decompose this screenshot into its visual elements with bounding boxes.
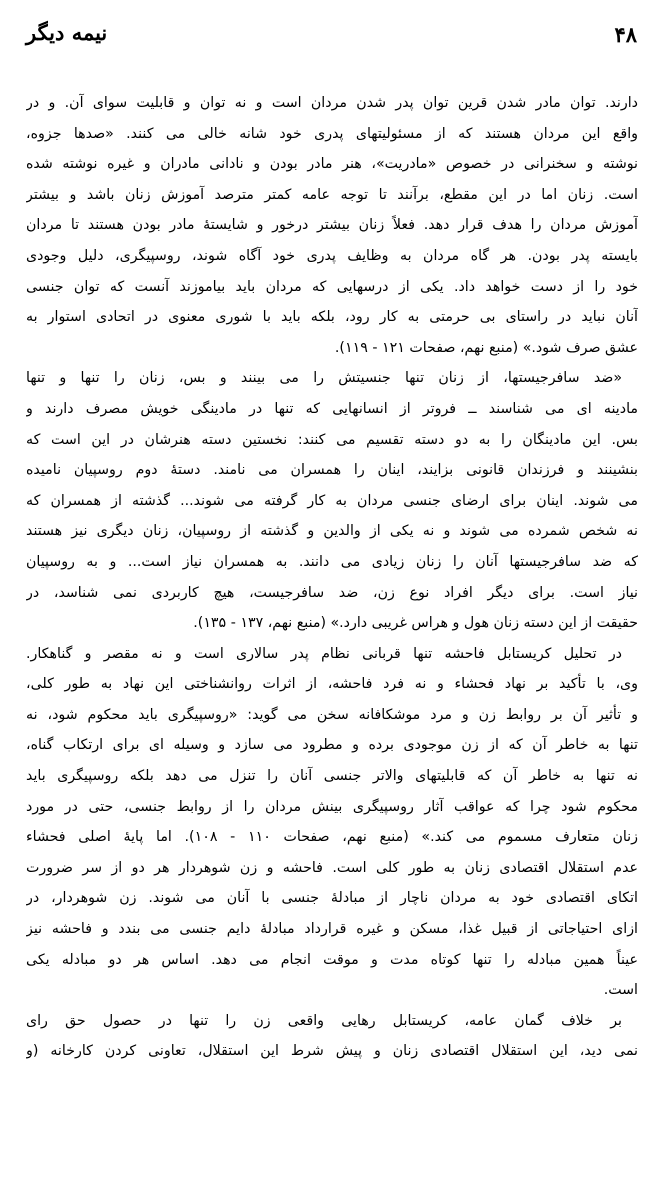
text-line: زنان متعارف مسموم می کند.» (منبع نهم، صفحات ۱۱۰ - ۱۰۸). اما پایهٔ اصلی فحشاء xyxy=(26,829,638,846)
text-line: و تأثیر آن بر روابط زن و مرد موشکافانه سخن می گوید: «روسپیگری باید محکوم شود، نه xyxy=(26,706,638,723)
text-line: آموزش مردان را هدف قرار دهد. فعلاً زنان بیشتر درخور و شایستهٔ مادر بودن هستند تا مردان xyxy=(26,217,638,234)
text-line: بر خلاف گمان عامه، کریستابل رهایی واقعی زن را تنها در حصول حق رای xyxy=(26,1012,622,1029)
text-line: که ضد سافرجیستها آنان را زنان زیادی می دانند. به همسران نیاز است... و به روسپیان xyxy=(26,553,638,570)
text-line: است. زنان اما در این مقطع، برآنند تا توجه عامه کمتر مترصد آموزش زنان باشد و بیشتر xyxy=(26,186,638,203)
paragraph xyxy=(26,639,638,1006)
paragraph xyxy=(26,1006,638,1067)
paragraph xyxy=(26,88,638,363)
text-line: نه تنها به خاطر آن که قابلیتهای والاتر جنسی آنان را تنزل می دهد بلکه روسپیگری باید xyxy=(26,768,638,785)
text-line: محکوم شود چرا که عواقب آثار روسپیگری بینش مردان را از روابط جنسی، حتی در مورد xyxy=(26,798,638,815)
paragraph xyxy=(26,363,638,638)
text-line: نیاز است. برای دیگر افراد نوع زن، ضد سافرجیست، هیچ کاربردی نمی شناسد، در xyxy=(26,584,638,601)
text-line: واقع این مردان هستند که از مسئولیتهای پدری خود شانه خالی می کنند. «صدها جزوه، xyxy=(26,125,638,142)
text-line: آنان نباید در راستای بی حرمتی به کار رود، بلکه باید با شوری معنوی در اتحادی استوار به xyxy=(26,309,638,326)
text-line: عدم استقلال اقتصادی زنان به طور کلی است. فاحشه و زن شوهردار هر دو از سر ضرورت xyxy=(26,859,638,876)
text-line: دارند. توان مادر شدن قرین توان پدر شدن مردان است و نه توان و قابلیت سوای آن. و در xyxy=(26,95,638,111)
text-line: عیناً همین مبادله را تنها کوتاه مدت و موقت انجام می دهد. اساس هر دو مبادله یکی xyxy=(26,951,638,968)
page-header xyxy=(26,14,637,54)
text-line: وی، با تأکید بر نهاد فحشاء و نه فرد فاحشه، از اثرات روانشناختی این نهاد به طور کلی، xyxy=(26,676,638,693)
text-line: در تحلیل کریستابل فاحشه تنها قربانی نظام پدر سالاری است و نه مقصر و گناهکار. xyxy=(26,645,622,662)
text-line: خود را از دست خواهد داد. یکی از درسهایی که مردان باید بیاموزند آنست که توان جنسی xyxy=(26,278,638,295)
text-line: نمی دید، این استقلال اقتصادی زنان و پیش شرط این استقلال، تعاونی کردن کارخانه (و xyxy=(26,1043,638,1060)
page-number: ۴۸ xyxy=(614,22,637,47)
text-line: اتکای اقتصادی خود به مردان ناچار از مبادلهٔ جنسی با آنان می شوند. زن شوهردار، در xyxy=(26,890,638,907)
text-line: نوشته و سخنرانی در خصوص «مادریت»، هنر مادر بودن و نادانی مادران و غیره نوشته شده xyxy=(26,156,638,173)
text-line: عشق صرف شود.» (منبع نهم، صفحات ۱۲۱ - ۱۱۹). xyxy=(334,339,638,356)
text-line: تنها به خاطر آن که از زن موجودی برده و مطرود می سازد و وسیله ای برای ارتکاب گناه، xyxy=(26,737,638,754)
text-line: بایسته پدر بودن. هر گاه مردان به وظایف پدری خود آگاه شوند، روسپیگری، دلیل وجودی xyxy=(26,247,638,264)
running-title: نیمه دیگر xyxy=(26,20,108,45)
text-line: است. xyxy=(603,982,638,999)
text-line: حقیقت از این دسته زنان هول و هراس غریبی دارد.» (منبع نهم، ۱۳۷ - ۱۳۵). xyxy=(193,615,638,632)
text-line: بنشینند و فرزندان قانونی بزایند، اینان را همسران می نامند. دستهٔ دوم روسپیان نامیده xyxy=(26,462,638,479)
text-line: مادینه ای می شناسند ــ فروتر از انسانهایی که تنها در مادینگی خویش مصرف دارند و xyxy=(26,400,638,417)
text-line: می شوند. اینان برای ارضای جنسی مردان به کار گرفته می شوند... گذشته از همسران که xyxy=(26,492,638,509)
text-line: «ضد سافرجیستها، از زنان تنها جنسیتش را می بینند و بس، زنان را تنها و تنها xyxy=(26,370,622,387)
body-text xyxy=(26,88,638,1067)
text-line: نه شخص شمرده می شوند و نه یکی از والدین و گذشته از روسپیان، زنان دیگری نیز هستند xyxy=(26,523,638,540)
text-line: بس. این مادینگان را به دو دسته تقسیم می کنند: نخستین دسته هنرشان در این است که xyxy=(26,431,638,448)
text-line: ازای احتیاجاتی از قبیل غذا، مسکن و غیره قرارداد مبادلهٔ دایم جنسی می بندد و فاحشه نیز xyxy=(26,921,638,938)
